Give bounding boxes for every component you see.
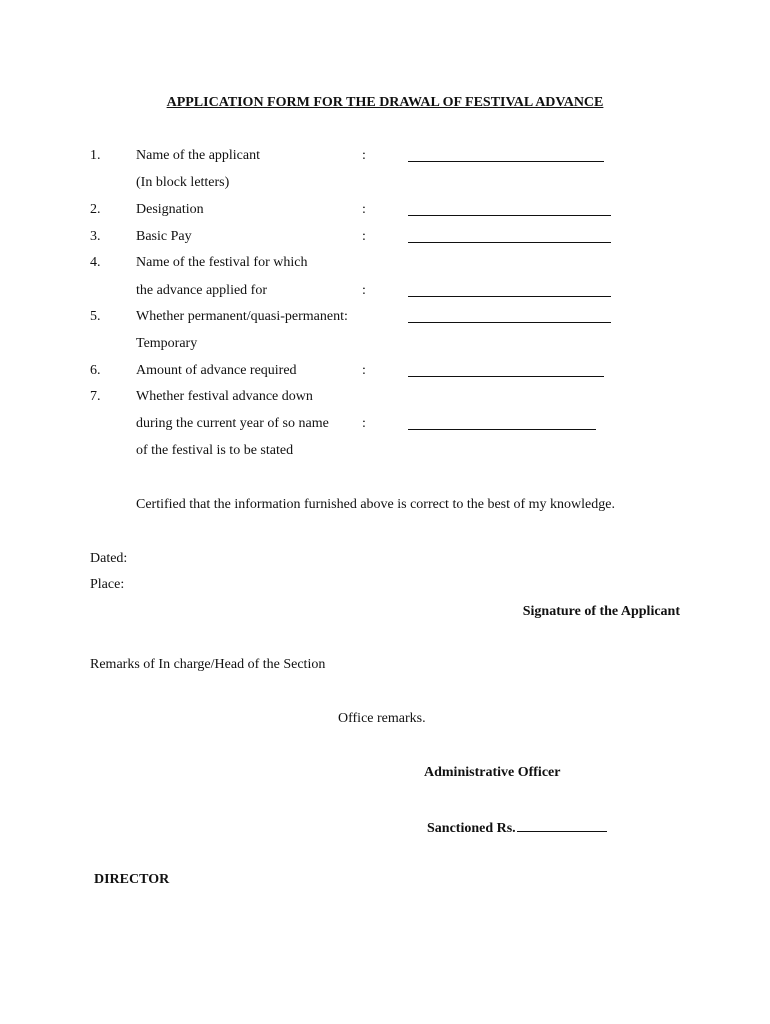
festival-name-field[interactable] bbox=[408, 296, 611, 297]
item-number-5: 5. bbox=[90, 309, 101, 324]
basic-pay-field[interactable] bbox=[408, 242, 611, 243]
administrative-officer-label: Administrative Officer bbox=[424, 765, 561, 780]
designation-label: Designation bbox=[136, 202, 204, 217]
item-number-2: 2. bbox=[90, 202, 101, 217]
temporary-label: Temporary bbox=[136, 336, 198, 351]
colon-separator: : bbox=[362, 229, 366, 244]
form-title: APPLICATION FORM FOR THE DRAWAL OF FESTIVAL ADVANCE bbox=[166, 95, 604, 110]
item-number-4: 4. bbox=[90, 255, 101, 270]
colon-separator: : bbox=[362, 363, 366, 378]
employment-status-field[interactable] bbox=[408, 322, 611, 323]
colon-separator: : bbox=[362, 283, 366, 298]
item-number-6: 6. bbox=[90, 363, 101, 378]
certification-statement: Certified that the information furnished above is correct to the best of my knowledge. bbox=[136, 497, 615, 512]
office-remarks-label: Office remarks. bbox=[338, 711, 426, 726]
applicant-signature-label: Signature of the Applicant bbox=[522, 604, 680, 619]
applicant-name-field[interactable] bbox=[408, 161, 604, 162]
previous-advance-label-end: of the festival is to be stated bbox=[136, 443, 294, 458]
dated-label: Dated: bbox=[90, 551, 128, 566]
advance-amount-field[interactable] bbox=[408, 376, 604, 377]
employment-status-label: Whether permanent/quasi-permanent: bbox=[136, 309, 348, 324]
colon-separator: : bbox=[362, 202, 366, 217]
block-letters-note: (In block letters) bbox=[136, 175, 230, 190]
colon-separator: : bbox=[362, 148, 366, 163]
sanctioned-amount-field[interactable] bbox=[517, 817, 607, 832]
place-label: Place: bbox=[90, 577, 125, 592]
previous-advance-label: Whether festival advance down bbox=[136, 389, 313, 404]
festival-name-label: Name of the festival for which bbox=[136, 255, 308, 270]
item-number-7: 7. bbox=[90, 389, 101, 404]
sanctioned-amount-label: Sanctioned Rs. bbox=[427, 821, 516, 836]
applicant-name-label: Name of the applicant bbox=[136, 148, 261, 163]
previous-advance-label-continued: during the current year of so name bbox=[136, 416, 329, 431]
previous-advance-field[interactable] bbox=[408, 429, 596, 430]
colon-separator: : bbox=[362, 416, 366, 431]
director-label: DIRECTOR bbox=[94, 872, 170, 887]
designation-field[interactable] bbox=[408, 215, 611, 216]
advance-amount-label: Amount of advance required bbox=[136, 363, 297, 378]
section-head-remarks-label: Remarks of In charge/Head of the Section bbox=[90, 657, 326, 672]
item-number-1: 1. bbox=[90, 148, 101, 163]
sanctioned-amount-row bbox=[427, 817, 607, 838]
item-number-3: 3. bbox=[90, 229, 101, 244]
basic-pay-label: Basic Pay bbox=[136, 229, 192, 244]
festival-name-label-continued: the advance applied for bbox=[136, 283, 267, 298]
